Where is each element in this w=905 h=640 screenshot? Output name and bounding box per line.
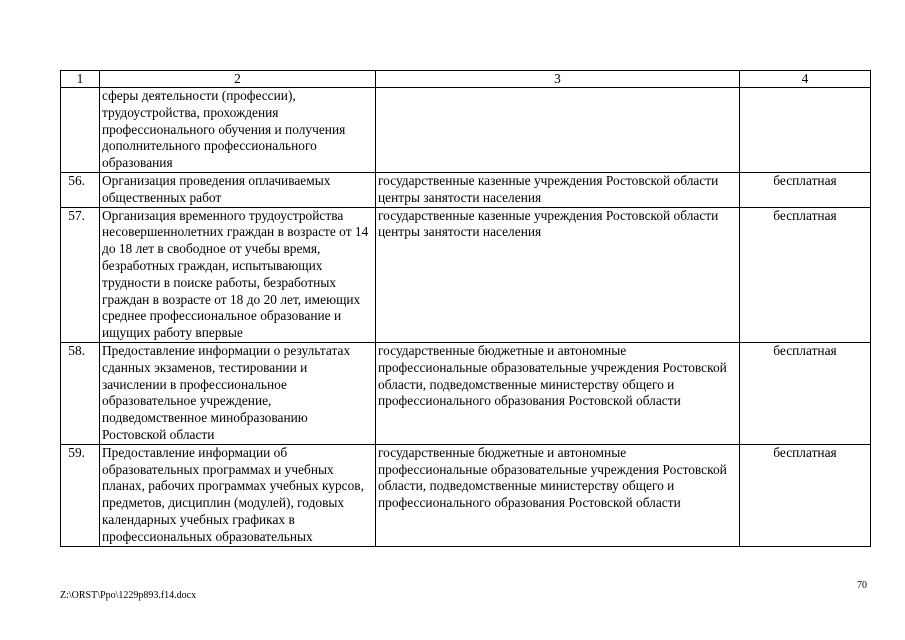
- table-row: [61, 207, 871, 342]
- provider: государственные бюджетные и автономные профессиональные образовательные учреждения Ростовской области, подведомственные министерству общего и профессионального образования Ростовской области: [376, 444, 740, 546]
- service-name: Организация временного трудоустройства несовершеннолетних граждан в возрасте от 14 до 18 лет в свободное от учебы время, безработных граждан, испытывающих трудности в поиске работы, безработных граждан в возрасте от 18 до 20 лет, имеющих среднее профессиональное образование и ищущих работу впервые: [100, 207, 376, 342]
- table-row: [61, 444, 871, 546]
- provider: [376, 88, 740, 173]
- service-name: Предоставление информации об образовательных программах и учебных планах, рабочих программах учебных курсов, предметов, дисциплин (модулей), годовых календарных учебных графиках в профессиональных образовательных: [100, 444, 376, 546]
- price: [740, 88, 871, 173]
- table-row: [61, 342, 871, 444]
- table-row: [61, 172, 871, 207]
- header-cell-4: 4: [740, 71, 871, 88]
- header-cell-1: 1: [61, 71, 100, 88]
- price: бесплатная: [740, 207, 871, 342]
- row-number: 58.: [61, 342, 100, 444]
- service-name: сферы деятельности (профессии), трудоустройства, прохождения профессионального обучения и получения дополнительного профессионального образования: [100, 88, 376, 173]
- service-name: Предоставление информации о результатах сданных экзаменов, тестировании и зачислении в профессиональное образовательное учреждение, подведомственное минобразованию Ростовской области: [100, 342, 376, 444]
- header-cell-3: 3: [376, 71, 740, 88]
- price: бесплатная: [740, 342, 871, 444]
- row-number: 56.: [61, 172, 100, 207]
- header-row: [61, 71, 871, 88]
- price: бесплатная: [740, 444, 871, 546]
- services-table: [60, 70, 871, 547]
- provider: государственные казенные учреждения Ростовской области центры занятости населения: [376, 172, 740, 207]
- row-number: [61, 88, 100, 173]
- header-cell-2: 2: [100, 71, 376, 88]
- provider: государственные бюджетные и автономные профессиональные образовательные учреждения Ростовской области, подведомственные министерству общего и профессионального образования Ростовской области: [376, 342, 740, 444]
- row-number: 59.: [61, 444, 100, 546]
- price: бесплатная: [740, 172, 871, 207]
- row-number: 57.: [61, 207, 100, 342]
- provider: государственные казенные учреждения Ростовской области центры занятости населения: [376, 207, 740, 342]
- service-name: Организация проведения оплачиваемых общественных работ: [100, 172, 376, 207]
- file-path: Z:\ORST\Ppo\1229p893.f14.docx: [60, 590, 197, 601]
- page-number: 70: [857, 580, 867, 591]
- table-row-continuation: [61, 88, 871, 173]
